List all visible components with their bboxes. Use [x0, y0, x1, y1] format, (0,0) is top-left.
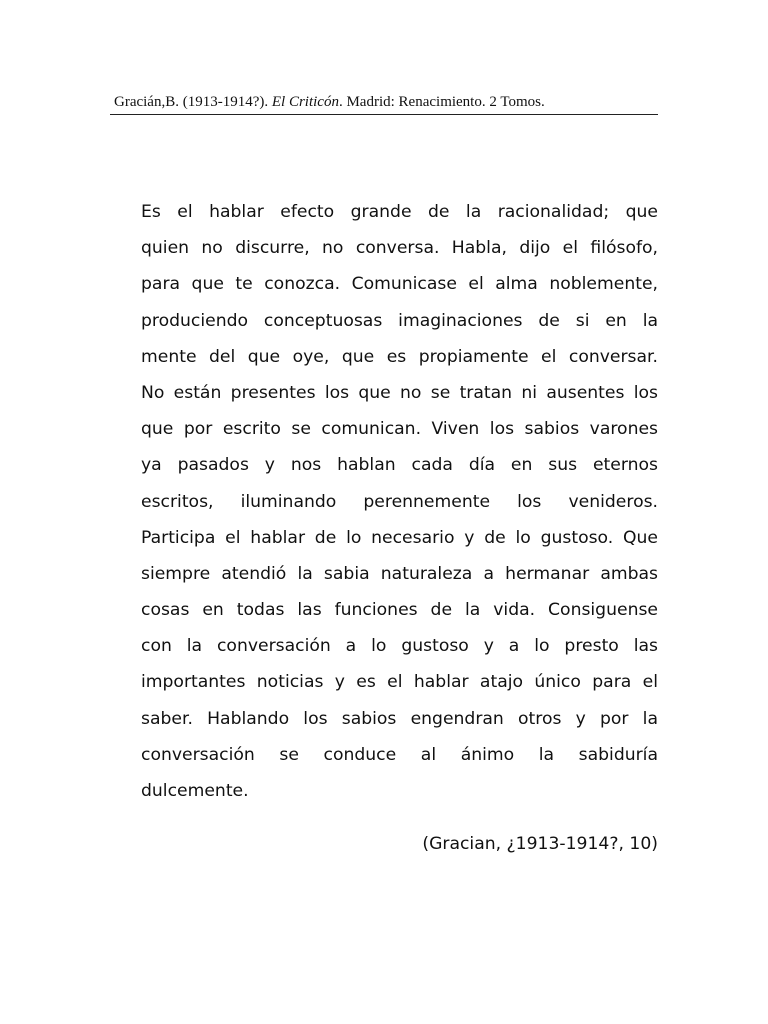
quote-line: con la conversación a lo gustoso y a lo presto las [141, 636, 658, 657]
quote-line: ya pasados y nos hablan cada día en sus eternos [141, 455, 658, 476]
quote-line: para que te conozca. Comunicase el alma noblemente, [141, 274, 658, 295]
reference-header [110, 92, 658, 114]
quote-line: quien no discurre, no conversa. Habla, dijo el filósofo, [141, 238, 658, 259]
reference-book-title: El Criticón [271, 94, 339, 110]
quote-paragraph [141, 194, 658, 809]
header-underline [110, 114, 658, 115]
quote-citation: (Gracian, ¿1913-1914?, 10) [422, 834, 658, 854]
quote-line: que por escrito se comunican. Viven los sabios varones [141, 419, 658, 440]
quote-line: mente del que oye, que es propiamente el conversar. [141, 346, 658, 367]
quote-line: No están presentes los que no se tratan ni ausentes los [141, 382, 658, 403]
quote-line: produciendo conceptuosas imaginaciones de si en la [141, 310, 658, 331]
reference-publisher: . Madrid: Renacimiento. 2 Tomos. [338, 94, 545, 110]
quote-line: siempre atendió la sabia naturaleza a hermanar ambas [141, 563, 658, 584]
quote-line: conversación se conduce al ánimo la sabiduría [141, 744, 658, 765]
quote-line: importantes noticias y es el hablar atajo único para el [141, 672, 658, 693]
quote-line: cosas en todas las funciones de la vida. Consiguense [141, 600, 658, 621]
reference-author-year: Gracián,B. (1913-1914?). [114, 94, 272, 110]
quote-line: Participa el hablar de lo necesario y de lo gustoso. Que [141, 527, 658, 548]
quote-line: saber. Hablando los sabios engendran otros y por la [141, 708, 658, 729]
quote-line: Es el hablar efecto grande de la racionalidad; que [141, 202, 658, 222]
quote-line: dulcemente. [141, 781, 249, 801]
quote-line: escritos, iluminando perennemente los venideros. [141, 491, 658, 512]
